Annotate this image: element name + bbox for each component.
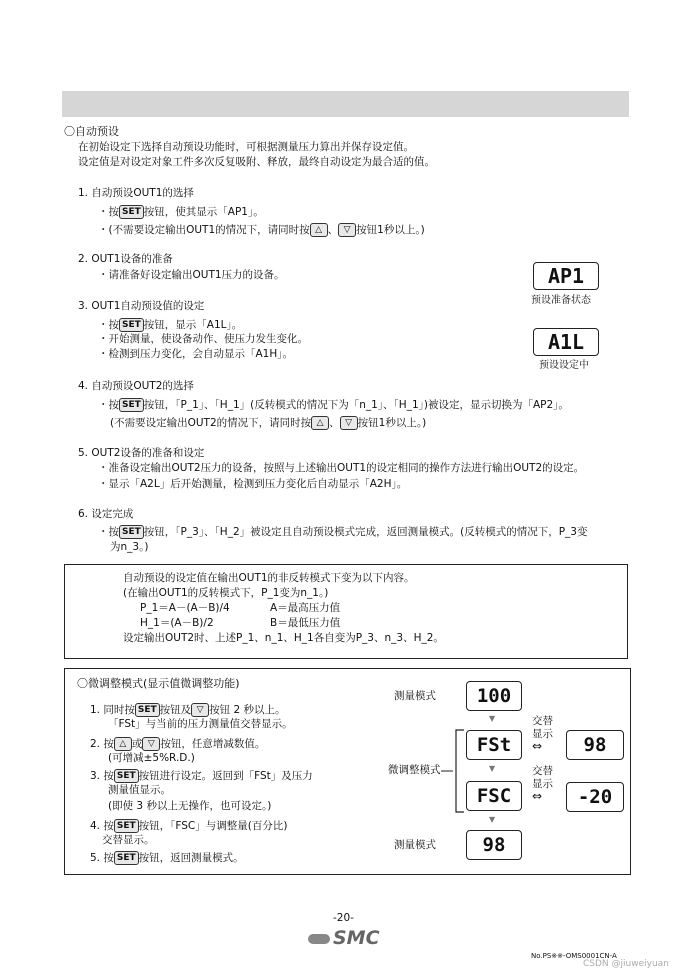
step-4-bullet-2: (不需要设定输出OUT2的情况下，请同时按 △ 、 ▽ 按钮1秒以上。) xyxy=(110,417,427,429)
note-def-b: B＝最低压力值 xyxy=(270,617,341,629)
lcd-display-a1l: A1L xyxy=(533,328,599,356)
alternate-label-1b: 显示 xyxy=(532,728,553,740)
down-key-icon: ▽ xyxy=(142,737,160,751)
fine-step-2-line-2: (可增减±5%R.D.) xyxy=(108,752,195,764)
step-6-title: 6. 设定完成 xyxy=(78,508,134,520)
fine-step-3-line-3: (即使 3 秒以上无操作，也可设定。) xyxy=(108,800,272,812)
fine-step-3: 3. 按 SET 按钮进行设定。返回到「FSt」及压力 xyxy=(90,770,313,782)
fine-step-4-line-2: 交替显示。 xyxy=(102,834,155,846)
section-header-bar xyxy=(62,91,629,117)
step-6-bullet-1-cont: 为n_3。) xyxy=(110,541,149,553)
lcd-caption-ap1: 预设准备状态 xyxy=(531,295,591,306)
step-4-bullet-1: ・按 SET 按钮，「P_1」、「H_1」(反转模式的情况下为「n_1」、「H_1」)被设定，显示切换为「AP2」。 xyxy=(98,399,569,411)
step-4-title: 4. 自动预设OUT2的选择 xyxy=(78,380,194,392)
lcd-display-minus-20: -20 xyxy=(566,782,624,812)
note-formula-h1: H_1＝(A－B)/2 xyxy=(140,617,214,629)
fine-step-5: 5. 按 SET 按钮，返回测量模式。 xyxy=(90,852,244,864)
alternate-label-2b: 显示 xyxy=(532,778,553,790)
alternate-label-1: 交替 xyxy=(532,715,553,727)
fine-step-3-line-2: 测量值显示。 xyxy=(108,784,171,796)
set-key-icon: SET xyxy=(119,398,144,412)
set-key-icon: SET xyxy=(135,703,160,717)
fine-step-4: 4. 按 SET 按钮，「FSC」与调整量(百分比) xyxy=(90,820,288,832)
step-2-bullet-1: ・请准备好设定输出OUT1压力的设备。 xyxy=(98,269,285,281)
note-def-a: A＝最高压力值 xyxy=(270,602,341,614)
note-formula-p1: P_1＝A－(A－B)/4 xyxy=(140,602,230,614)
alternate-label-2: 交替 xyxy=(532,765,553,777)
lcd-display-fsc: FSC xyxy=(466,781,522,811)
down-key-icon: ▽ xyxy=(340,416,358,430)
up-key-icon: △ xyxy=(311,416,329,430)
set-key-icon: SET xyxy=(119,318,144,332)
arrow-down-icon: ▼ xyxy=(489,815,496,824)
intro-line-2: 设定值是对设定对象工件多次反复吸附、释放，最终自动设定为最合适的值。 xyxy=(78,156,435,168)
lcd-caption-a1l: 预设设定中 xyxy=(539,360,589,371)
note-line-5: 设定输出OUT2时、上述P_1、n_1、H_1各自变为P_3、n_3、H_2。 xyxy=(123,632,444,644)
doc-number: No.PS※※-OMS0001CN-A xyxy=(531,952,617,960)
intro-line-1: 在初始设定下选择自动预设功能时，可根据测量压力算出并保存设定值。 xyxy=(78,141,414,153)
step-6-bullet-1: ・按 SET 按钮，「P_3」、「H_2」被设定且自动预设模式完成，返回测量模式。(反转模式的情况下，P_3变 xyxy=(98,526,588,538)
step-3-bullet-3: ・检测到压力变化，会自动显示「A1H」。 xyxy=(98,348,294,360)
double-arrow-icon: ⇔ xyxy=(532,739,543,753)
fine-step-1-line-2: 「FSt」与当前的压力测量值交替显示。 xyxy=(108,718,293,730)
lcd-display-100: 100 xyxy=(466,681,522,711)
set-key-icon: SET xyxy=(119,205,144,219)
diagram-label-fine: 微调整模式 xyxy=(388,764,441,776)
fine-mode-bracket xyxy=(452,729,466,813)
diagram-label-measure-1: 测量模式 xyxy=(394,690,436,702)
step-3-title: 3. OUT1自动预设值的设定 xyxy=(78,300,205,312)
fine-step-2: 2. 按 △ 或 ▽ 按钮，任意增减数值。 xyxy=(90,738,266,750)
step-3-bullet-1: ・按 SET 按钮，显示「A1L」。 xyxy=(98,319,243,331)
diagram-label-measure-2: 测量模式 xyxy=(394,839,436,851)
fine-step-1: 1. 同时按 SET 按钮及 ▽ 按钮 2 秒以上。 xyxy=(90,704,286,716)
step-5-bullet-1: ・准备设定输出OUT2压力的设备，按照与上述输出OUT1的设定相同的操作方法进行输出OUT2的设定。 xyxy=(98,462,585,474)
set-key-icon: SET xyxy=(114,769,139,783)
lcd-display-ap1: AP1 xyxy=(533,262,599,290)
bracket-pointer xyxy=(440,766,454,776)
step-3-bullet-2: ・开始测量，使设备动作、使压力发生变化。 xyxy=(98,333,308,345)
watermark: CSDN @jiuweiyuan xyxy=(583,959,669,969)
smc-logo: SMC xyxy=(308,929,380,948)
lcd-display-98-final: 98 xyxy=(466,830,522,860)
set-key-icon: SET xyxy=(119,525,144,539)
arrow-down-icon: ▼ xyxy=(489,764,496,773)
down-key-icon: ▽ xyxy=(338,223,356,237)
note-line-2: (在输出OUT1的反转模式下，P_1变为n_1。) xyxy=(123,587,329,599)
fine-adjust-title: 〇微调整模式(显示值微调整功能) xyxy=(77,677,240,690)
lcd-display-fst: FSt xyxy=(466,730,522,760)
set-key-icon: SET xyxy=(114,819,139,833)
step-1-title: 1. 自动预设OUT1的选择 xyxy=(78,187,194,199)
page-number: -20- xyxy=(333,912,354,924)
step-1-bullet-2: ・(不需要设定输出OUT1的情况下，请同时按 △ 、 ▽ 按钮1秒以上。) xyxy=(98,224,425,236)
arrow-down-icon: ▼ xyxy=(489,714,496,723)
lcd-display-98: 98 xyxy=(566,730,624,760)
up-key-icon: △ xyxy=(310,223,328,237)
step-2-title: 2. OUT1设备的准备 xyxy=(78,253,173,265)
set-key-icon: SET xyxy=(114,851,139,865)
step-1-bullet-1: ・按 SET 按钮，使其显示「AP1」。 xyxy=(98,206,264,218)
down-key-icon: ▽ xyxy=(191,703,209,717)
step-5-bullet-2: ・显示「A2L」后开始测量，检测到压力变化后自动显示「A2H」。 xyxy=(98,478,408,490)
double-arrow-icon: ⇔ xyxy=(532,789,543,803)
step-5-title: 5. OUT2设备的准备和设定 xyxy=(78,447,205,459)
up-key-icon: △ xyxy=(114,737,132,751)
section-title: 〇自动预设 xyxy=(64,125,119,138)
note-line-1: 自动预设的设定值在输出OUT1的非反转模式下变为以下内容。 xyxy=(123,572,415,584)
